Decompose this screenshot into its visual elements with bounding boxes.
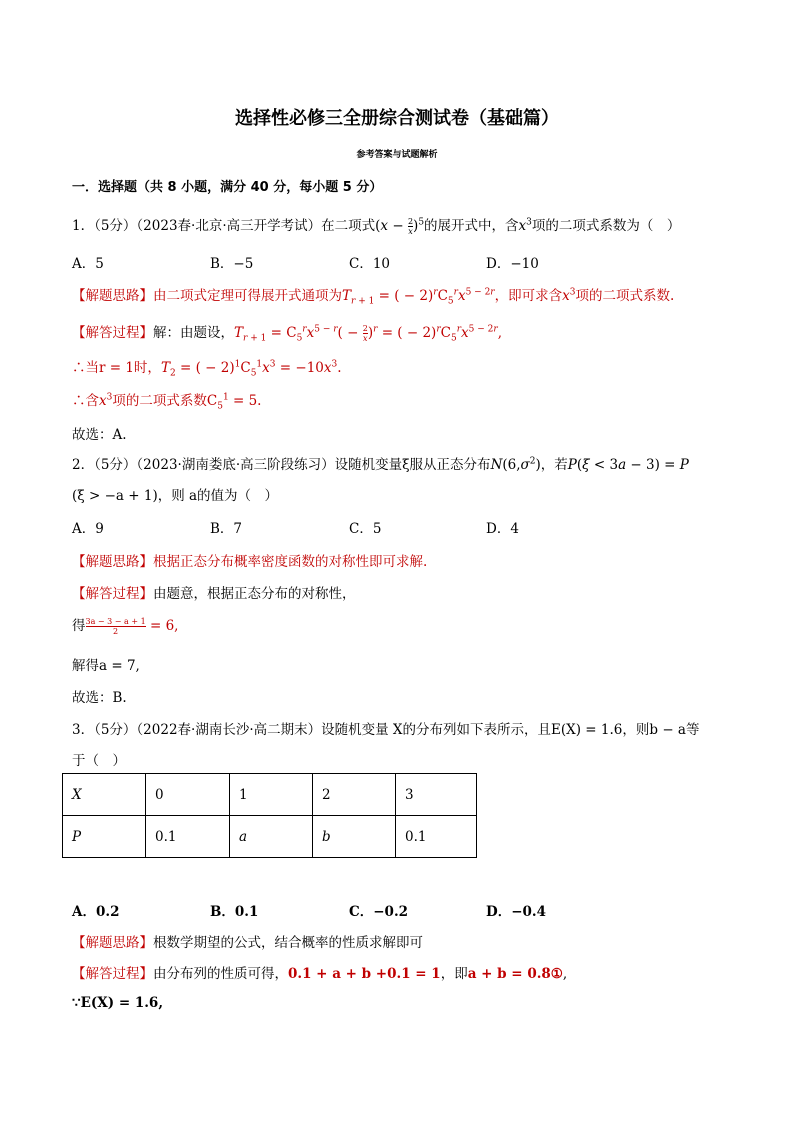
table-row	[63, 774, 477, 816]
q1-option-d: D．−10	[486, 256, 539, 272]
q1-step1: ∴当r = 1时，$T_2$ = ( − $2)^1C_5^1x^3 = -10x^3$.	[72, 359, 342, 379]
section-heading: 一．选择题（共 8 小题，满分 40 分，每小题 5 分）	[72, 180, 383, 195]
q2-option-a: A．9	[72, 521, 104, 537]
distribution-table	[62, 773, 477, 858]
q2-option-b: B．7	[210, 521, 243, 537]
q1-process: 【解答过程】解：由题设，$T_{r + 1} = C_5^rx^{5 - r}$( − $\frac{2}{x}$ )$^r$ = ( − $2)^rC_5^rx^{5 - 2r}$,	[72, 324, 502, 344]
table-cell: P	[63, 816, 146, 858]
q3-option-c: C．−0.2	[349, 904, 409, 920]
q3-last-line: ∵E(X) = 1.6,	[72, 995, 164, 1011]
table-cell: 2	[313, 774, 396, 816]
q2-stem-cont: (ξ > −a + 1)，则 a的值为（ ）	[72, 488, 279, 504]
table-cell: 0.1	[146, 816, 230, 858]
table-cell: 0	[146, 774, 230, 816]
q2-process-tag: 【解答过程】	[72, 586, 153, 602]
q2-thought: 【解题思路】根据正态分布概率密度函数的对称性即可求解.	[72, 554, 428, 570]
table-cell: b	[313, 816, 396, 858]
q1-binomial-expr: (x − $\frac{2}{x}$ )$^5$	[375, 217, 425, 236]
q1-step2: ∴含$x^3$项的二项式系数$C_5^1 = 5$.	[72, 392, 262, 412]
q2-equation: 得 $\frac{3a - 3 - a + 1}{2}$ = 6,	[72, 617, 179, 636]
q1-option-a: A．5	[72, 256, 104, 272]
q2-option-d: D．4	[486, 521, 519, 537]
q1-option-c: C．10	[349, 256, 391, 272]
table-cell: 3	[396, 774, 477, 816]
q2-option-c: C．5	[349, 521, 382, 537]
q1-stem: 1．（5分）（2023春·北京·高三开学考试）在二项式(x − $\frac{2}{x}$ )$^5$的展开式中，含$x^3$项的二项式系数为（ ）	[72, 217, 681, 236]
table-cell: 1	[230, 774, 313, 816]
q3-thought-tag: 【解题思路】	[72, 935, 153, 951]
q1-thought: 【解题思路】由二项式定理可得展开式通项为$T_{r + 1}$ = ( − $2)^rC_5^rx^{5 - 2r}$，即可求含$x^3$项的二项式系数.	[72, 287, 675, 307]
table-cell: 0.1	[396, 816, 477, 858]
table-cell: a	[230, 816, 313, 858]
table-row	[63, 816, 477, 858]
q3-stem: 3．（5分）（2022春·湖南长沙·高二期末）设随机变量 X的分布列如下表所示，且E(X) = 1.6，则b − a等	[72, 722, 700, 738]
q2-stem: 2．（5分）（2023·湖南娄底·高三阶段练习）设随机变量ξ服从正态分布$N(6,\sigma^2)$，若P(ξ < 3a − 3) = P	[72, 456, 689, 473]
q2-answer: 故选：B.	[72, 690, 127, 706]
q1-answer: 故选：A.	[72, 427, 127, 443]
q2-thought-tag: 【解题思路】	[72, 554, 153, 570]
q3-thought: 【解题思路】根数学期望的公式，结合概率的性质求解即可	[72, 935, 423, 951]
table-cell: X	[63, 774, 146, 816]
page-title: 选择性必修三全册综合测试卷（基础篇）	[235, 108, 559, 129]
q3-process-tag: 【解答过程】	[72, 966, 153, 982]
q3-process: 【解答过程】由分布列的性质可得，0.1 + a + b +0.1 = 1，即a + b = 0.8①,	[72, 966, 568, 982]
q3-option-a: A．0.2	[72, 904, 120, 920]
q1-option-b: B．−5	[210, 256, 254, 272]
q3-option-b: B．0.1	[210, 904, 259, 920]
page-subtitle: 参考答案与试题解析	[356, 150, 438, 160]
q2-process: 【解答过程】由题意，根据正态分布的对称性，	[72, 586, 356, 602]
q1-process-tag: 【解答过程】	[72, 325, 153, 341]
q3-stem-cont: 于（ ）	[72, 753, 126, 769]
q2-solve: 解得a = 7,	[72, 658, 140, 674]
q3-option-d: D．−0.4	[486, 904, 547, 920]
q1-thought-tag: 【解题思路】	[72, 288, 153, 304]
